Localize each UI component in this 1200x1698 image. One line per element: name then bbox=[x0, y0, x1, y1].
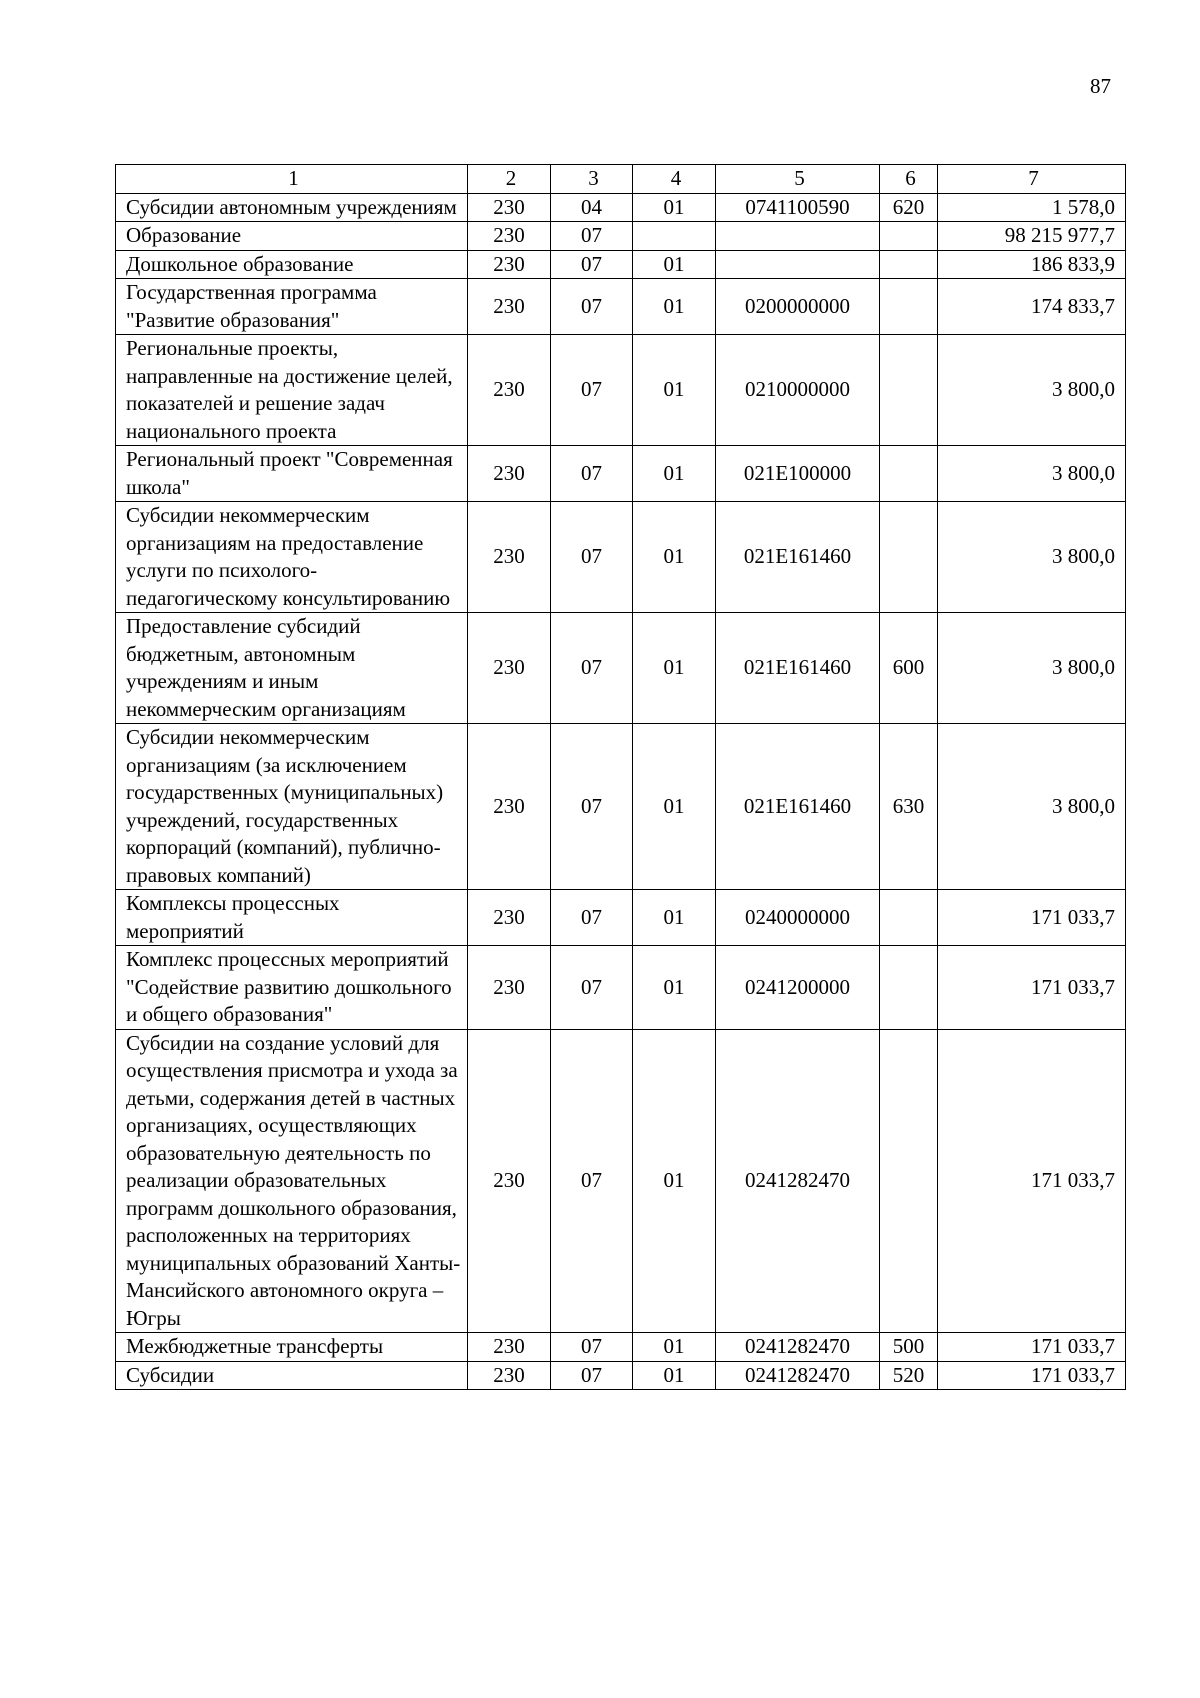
row-name: Субсидии некоммерческим организациям (за исключением государственных (муниципальных) учреждений, государственных корпораций (компаний), публично-правовых компаний) bbox=[116, 724, 468, 890]
col3-cell: 07 bbox=[551, 335, 633, 446]
col6-cell bbox=[880, 946, 938, 1030]
row-name: Субсидии на создание условий для осуществления присмотра и ухода за детьми, содержания детей в частных организациях, осуществляющих образовательную деятельность по реализации образовательных программ дошкольного образования, расположенных на территориях муниципальных образований Ханты-Мансийского автономного округа – Югры bbox=[116, 1029, 468, 1333]
col5-cell: 0240000000 bbox=[716, 890, 880, 946]
col3-cell: 07 bbox=[551, 250, 633, 279]
column-header: 5 bbox=[716, 165, 880, 194]
column-header: 4 bbox=[633, 165, 716, 194]
table-row bbox=[116, 222, 1126, 251]
col5-cell: 0241200000 bbox=[716, 946, 880, 1030]
row-name: Комплексы процессных мероприятий bbox=[116, 890, 468, 946]
col4-cell: 01 bbox=[633, 613, 716, 724]
row-name: Субсидии некоммерческим организациям на предоставление услуги по психолого-педагогическому консультированию bbox=[116, 502, 468, 613]
col5-cell: 0741100590 bbox=[716, 193, 880, 222]
col5-cell: 0241282470 bbox=[716, 1361, 880, 1390]
col2-cell: 230 bbox=[468, 502, 551, 613]
table-row bbox=[116, 613, 1126, 724]
col6-cell: 630 bbox=[880, 724, 938, 890]
amount-cell: 3 800,0 bbox=[938, 446, 1126, 502]
row-name: Комплекс процессных мероприятий "Содействие развитию дошкольного и общего образования" bbox=[116, 946, 468, 1030]
col6-cell bbox=[880, 222, 938, 251]
col3-cell: 07 bbox=[551, 724, 633, 890]
column-header: 6 bbox=[880, 165, 938, 194]
table-row bbox=[116, 250, 1126, 279]
col4-cell: 01 bbox=[633, 279, 716, 335]
col5-cell: 0210000000 bbox=[716, 335, 880, 446]
row-name: Дошкольное образование bbox=[116, 250, 468, 279]
col3-cell: 07 bbox=[551, 890, 633, 946]
col4-cell: 01 bbox=[633, 502, 716, 613]
page-number: 87 bbox=[1090, 74, 1111, 98]
budget-table bbox=[115, 164, 1126, 1390]
col2-cell: 230 bbox=[468, 335, 551, 446]
col6-cell: 620 bbox=[880, 193, 938, 222]
col5-cell: 0241282470 bbox=[716, 1029, 880, 1333]
table-row bbox=[116, 1333, 1126, 1362]
table-row bbox=[116, 1029, 1126, 1333]
amount-cell: 174 833,7 bbox=[938, 279, 1126, 335]
col5-cell bbox=[716, 222, 880, 251]
table-row bbox=[116, 193, 1126, 222]
col2-cell: 230 bbox=[468, 724, 551, 890]
col4-cell: 01 bbox=[633, 1333, 716, 1362]
col2-cell: 230 bbox=[468, 222, 551, 251]
amount-cell: 171 033,7 bbox=[938, 1333, 1126, 1362]
col5-cell: 0200000000 bbox=[716, 279, 880, 335]
col2-cell: 230 bbox=[468, 1029, 551, 1333]
col2-cell: 230 bbox=[468, 279, 551, 335]
table-row bbox=[116, 946, 1126, 1030]
amount-cell: 171 033,7 bbox=[938, 890, 1126, 946]
col4-cell: 01 bbox=[633, 1361, 716, 1390]
col6-cell bbox=[880, 446, 938, 502]
row-name: Предоставление субсидий бюджетным, автономным учреждениям и иным некоммерческим организациям bbox=[116, 613, 468, 724]
amount-cell: 186 833,9 bbox=[938, 250, 1126, 279]
col4-cell: 01 bbox=[633, 335, 716, 446]
col3-cell: 07 bbox=[551, 222, 633, 251]
col3-cell: 07 bbox=[551, 446, 633, 502]
col6-cell: 600 bbox=[880, 613, 938, 724]
row-name: Региональный проект "Современная школа" bbox=[116, 446, 468, 502]
col5-cell: 021E161460 bbox=[716, 724, 880, 890]
table-row bbox=[116, 1361, 1126, 1390]
col2-cell: 230 bbox=[468, 193, 551, 222]
col6-cell bbox=[880, 502, 938, 613]
col3-cell: 07 bbox=[551, 946, 633, 1030]
col5-cell: 021E161460 bbox=[716, 502, 880, 613]
table-row bbox=[116, 502, 1126, 613]
col2-cell: 230 bbox=[468, 613, 551, 724]
column-header: 2 bbox=[468, 165, 551, 194]
row-name: Субсидии автономным учреждениям bbox=[116, 193, 468, 222]
col6-cell bbox=[880, 250, 938, 279]
col4-cell: 01 bbox=[633, 193, 716, 222]
column-header: 1 bbox=[116, 165, 468, 194]
col4-cell: 01 bbox=[633, 1029, 716, 1333]
col3-cell: 07 bbox=[551, 1029, 633, 1333]
col6-cell: 500 bbox=[880, 1333, 938, 1362]
col3-cell: 07 bbox=[551, 613, 633, 724]
col3-cell: 07 bbox=[551, 1333, 633, 1362]
row-name: Субсидии bbox=[116, 1361, 468, 1390]
col6-cell bbox=[880, 279, 938, 335]
col5-cell: 021E100000 bbox=[716, 446, 880, 502]
col2-cell: 230 bbox=[468, 890, 551, 946]
col2-cell: 230 bbox=[468, 446, 551, 502]
table-header-row bbox=[116, 165, 1126, 194]
amount-cell: 98 215 977,7 bbox=[938, 222, 1126, 251]
col2-cell: 230 bbox=[468, 1361, 551, 1390]
col5-cell: 021E161460 bbox=[716, 613, 880, 724]
amount-cell: 171 033,7 bbox=[938, 1029, 1126, 1333]
col4-cell: 01 bbox=[633, 946, 716, 1030]
col6-cell bbox=[880, 890, 938, 946]
col3-cell: 07 bbox=[551, 502, 633, 613]
col4-cell: 01 bbox=[633, 250, 716, 279]
column-header: 7 bbox=[938, 165, 1126, 194]
amount-cell: 3 800,0 bbox=[938, 613, 1126, 724]
col2-cell: 230 bbox=[468, 1333, 551, 1362]
amount-cell: 3 800,0 bbox=[938, 502, 1126, 613]
amount-cell: 1 578,0 bbox=[938, 193, 1126, 222]
col3-cell: 07 bbox=[551, 1361, 633, 1390]
col6-cell bbox=[880, 335, 938, 446]
col3-cell: 07 bbox=[551, 279, 633, 335]
col4-cell: 01 bbox=[633, 446, 716, 502]
table-row bbox=[116, 446, 1126, 502]
row-name: Образование bbox=[116, 222, 468, 251]
table-row bbox=[116, 890, 1126, 946]
col2-cell: 230 bbox=[468, 946, 551, 1030]
col5-cell: 0241282470 bbox=[716, 1333, 880, 1362]
table-row bbox=[116, 335, 1126, 446]
row-name: Региональные проекты, направленные на достижение целей, показателей и решение задач национального проекта bbox=[116, 335, 468, 446]
col6-cell: 520 bbox=[880, 1361, 938, 1390]
amount-cell: 171 033,7 bbox=[938, 946, 1126, 1030]
table-row bbox=[116, 279, 1126, 335]
col4-cell: 01 bbox=[633, 724, 716, 890]
col4-cell: 01 bbox=[633, 890, 716, 946]
col5-cell bbox=[716, 250, 880, 279]
col3-cell: 04 bbox=[551, 193, 633, 222]
column-header: 3 bbox=[551, 165, 633, 194]
row-name: Государственная программа "Развитие образования" bbox=[116, 279, 468, 335]
col4-cell bbox=[633, 222, 716, 251]
amount-cell: 171 033,7 bbox=[938, 1361, 1126, 1390]
row-name: Межбюджетные трансферты bbox=[116, 1333, 468, 1362]
col6-cell bbox=[880, 1029, 938, 1333]
amount-cell: 3 800,0 bbox=[938, 724, 1126, 890]
amount-cell: 3 800,0 bbox=[938, 335, 1126, 446]
table-row bbox=[116, 724, 1126, 890]
col2-cell: 230 bbox=[468, 250, 551, 279]
